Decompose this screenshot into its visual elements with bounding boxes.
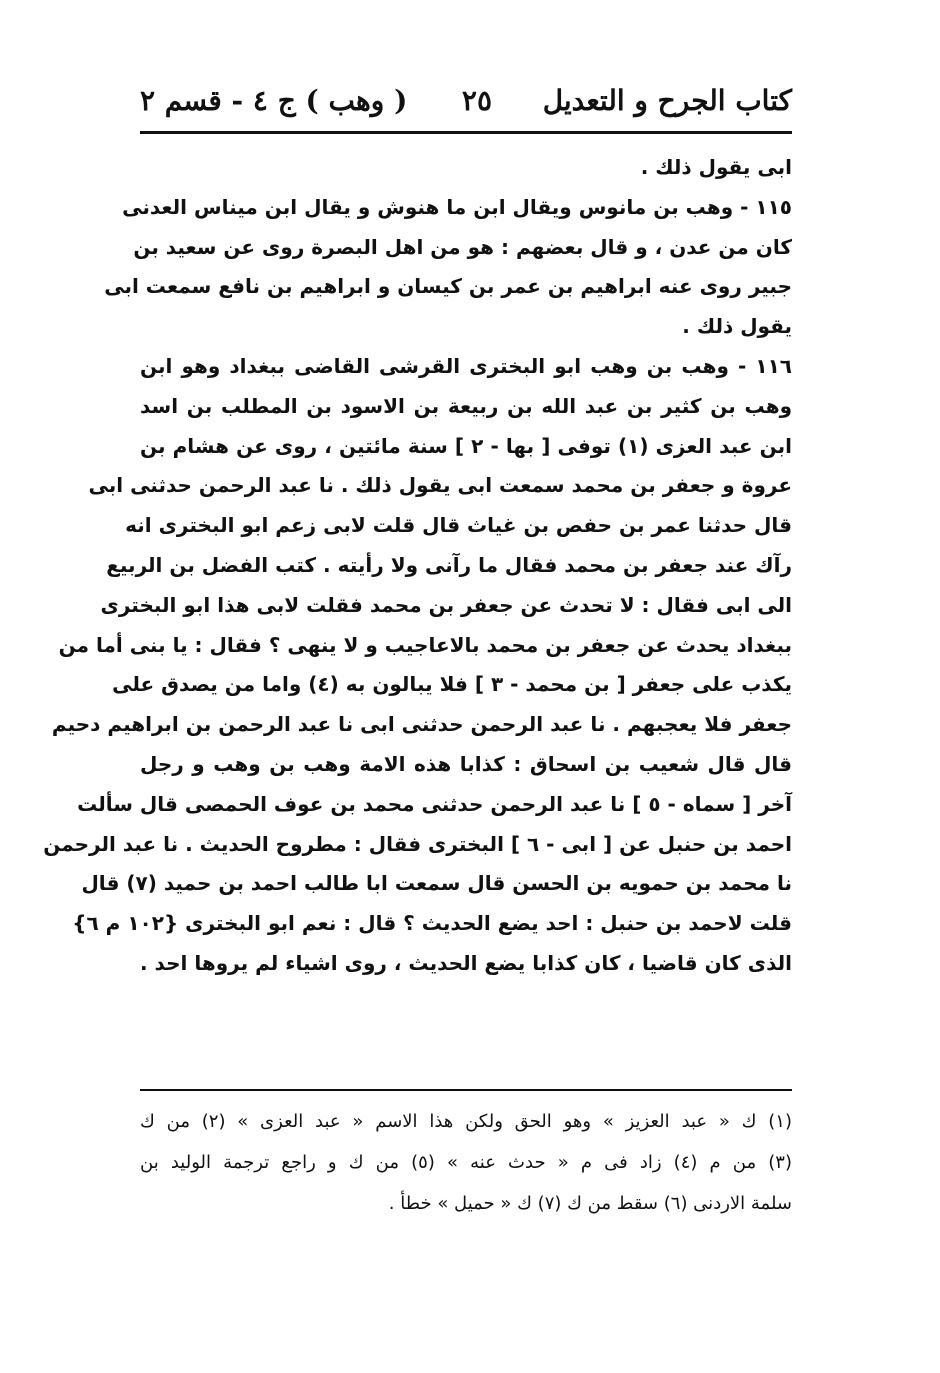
text-line: جبير روى عنه ابراهيم بن عمر بن كيسان و ابراهيم بن نافع سمعت ابى xyxy=(104,274,792,299)
footnote-line: (١) ك « عبد العزيز » وهو الحق ولكن هذا الاسم « عبد العزى » (٢) من ك xyxy=(140,1111,792,1132)
page-number: ٢٥ xyxy=(461,84,492,117)
text-line: يكذب على جعفر [ بن محمد - ٣ ] فلا يبالون به (٤) واما من يصدق على xyxy=(112,672,792,697)
header-rule xyxy=(140,131,792,134)
text-line: الى ابى فقال : لا تحدث عن جعفر بن محمد فقلت لابى هذا ابو البخترى xyxy=(100,592,792,617)
text-line: ١١٦ - وهب بن وهب ابو البخترى القرشى القاضى ببغداد وهو ابن xyxy=(140,353,792,378)
text-line: احمد بن حنبل عن [ ابى - ٦ ] البخترى فقال : مطروح الحديث . نا عبد الرحمن xyxy=(43,831,792,856)
text-line: قال حدثنا عمر بن حفص بن غياث قال قلت لابى زعم ابو البخترى انه xyxy=(125,513,792,538)
text-line: عروة و جعفر بن محمد سمعت ابى يقول ذلك . نا عبد الرحمن حدثنى ابى xyxy=(88,473,792,498)
text-line: كان من عدن ، و قال بعضهم : هو من اهل البصرة روى عن سعيد بن xyxy=(133,234,792,259)
text-line: نا محمد بن حمويه بن الحسن قال سمعت ابا طالب احمد بن حميد (٧) قال xyxy=(81,871,792,896)
footnote-line: سلمة الاردنى (٦) سقط من ك (٧) ك « حميل » خطأ . xyxy=(388,1193,792,1214)
text-line: قلت لاحمد بن حنبل : احد يضع الحديث ؟ قال : نعم ابو البخترى {١٠٢ م ٦} xyxy=(72,911,792,936)
main-text xyxy=(43,148,792,984)
text-line: رآك عند جعفر بن محمد فقال ما رآنى ولا رأيته . كتب الفضل بن الربيع xyxy=(106,552,792,577)
text-line: قال قال شعيب بن اسحاق : كذابا هذه الامة وهب بن وهب و رجل xyxy=(140,751,792,776)
text-line: الذى كان قاضيا ، كان كذابا يضع الحديث ، روى اشياء لم يروها احد . xyxy=(140,950,792,975)
footnotes xyxy=(140,1101,792,1224)
text-line: ١١٥ - وهب بن مانوس ويقال ابن ما هنوش و يقال ابن ميناس العدنى xyxy=(122,194,792,219)
text-line: ابن عبد العزى (١) توفى [ بها - ٢ ] سنة مائتين ، روى عن هشام بن xyxy=(140,433,792,458)
volume-part: ( وهب ) ج ٤ - قسم ٢ xyxy=(140,84,408,117)
text-line: ببغداد يحدث عن جعفر بن محمد بالاعاجيب و لا ينهى ؟ فقال : يا بنى أما من xyxy=(58,632,792,657)
text-line: جعفر فلا يعجبهم . نا عبد الرحمن حدثنى ابى نا عبد الرحمن بن ابراهيم دحيم xyxy=(51,712,792,737)
text-line: آخر [ سماه - ٥ ] نا عبد الرحمن حدثنى محمد بن عوف الحمصى قال سألت xyxy=(77,791,792,816)
text-line: يقول ذلك . xyxy=(682,314,792,339)
footnote-line: (٣) من م (٤) زاد فى م « حدث عنه » (٥) من ك و راجع ترجمة الوليد بن xyxy=(140,1152,792,1173)
text-line: ابى يقول ذلك . xyxy=(640,155,792,179)
text-line: وهب بن كثير بن عبد الله بن ربيعة بن الاسود بن المطلب بن اسد xyxy=(140,393,792,418)
book-title: كتاب الجرح و التعديل xyxy=(542,84,792,117)
footnote-rule xyxy=(140,1089,792,1091)
running-header xyxy=(140,78,792,128)
